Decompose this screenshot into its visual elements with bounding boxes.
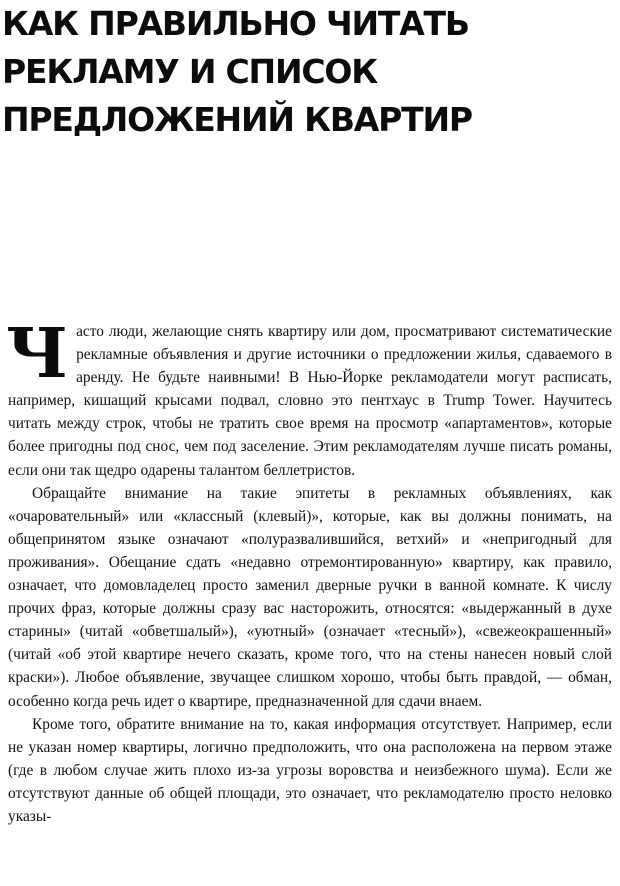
chapter-title-line-2: РЕКЛАМУ И СПИСОК [2,52,378,91]
paragraph-1-text: асто люди, желающие снять квартиру или дом, просматривают систематические рекламные объявления и другие источники о предложении жилья, сдаваемого в аренду. Не будьте наивными! В Нью-Йорке рекламодатели могут расписать, например, кишащий крысами подвал, словно это пентхаус в Trump Tower. Научитесь читать между строк, чтобы не тратить свое время на просмотр «апартаментов», которые более пригодны под снос, чем под заселение. Этим рекламодателям лучше писать романы, если они так щедро одарены талантом беллетристов. [8,323,612,479]
paragraph-1 [6,314,612,482]
paragraph-2: Обращайте внимание на такие эпитеты в рекламных объявлениях, как «очаровательный» или «классный (клевый)», которые, как вы должны понимать, на общепринятом языке означают «полуразвалившийся, ветхий» и «непригодный для проживания». Обещание сдать «недавно отремонтированную» квартиру, как правило, означает, что домовладелец просто заменил дверные ручки в ванной комнате. К числу прочих фраз, которые должны сразу вас насторожить, относятся: «выдержанный в духе старины» (читай «обветшалый»), «уютный» (означает «тесный»), «свежеокрашенный» (читай «об этой квартире нечего сказать, кроме того, что на стены нанесен новый слой краски»). Любое объявление, звучащее слишком хорошо, чтобы быть правдой, — обман, особенно когда речь идет о квартире, предназначенной для сдачи внаем. [8,484,612,710]
chapter-title-line-3: ПРЕДЛОЖЕНИЙ КВАРТИР [2,100,472,139]
chapter-title-line-1: КАК ПРАВИЛЬНО ЧИТАТЬ [2,4,469,43]
body-text [6,314,612,828]
drop-cap-letter: Ч [6,314,69,394]
chapter-title [2,0,618,144]
paragraph-3: Кроме того, обратите внимание на то, какая информация отсутствует. Например, если не указан номер квартиры, логично предположить, что она расположена на первом этаже (где в любом случае жить плохо из-за угрозы воровства и неизбежного шума). Если же отсутствуют данные об общей площади, это означает, что рекламодателю просто неловко указы- [8,715,612,825]
